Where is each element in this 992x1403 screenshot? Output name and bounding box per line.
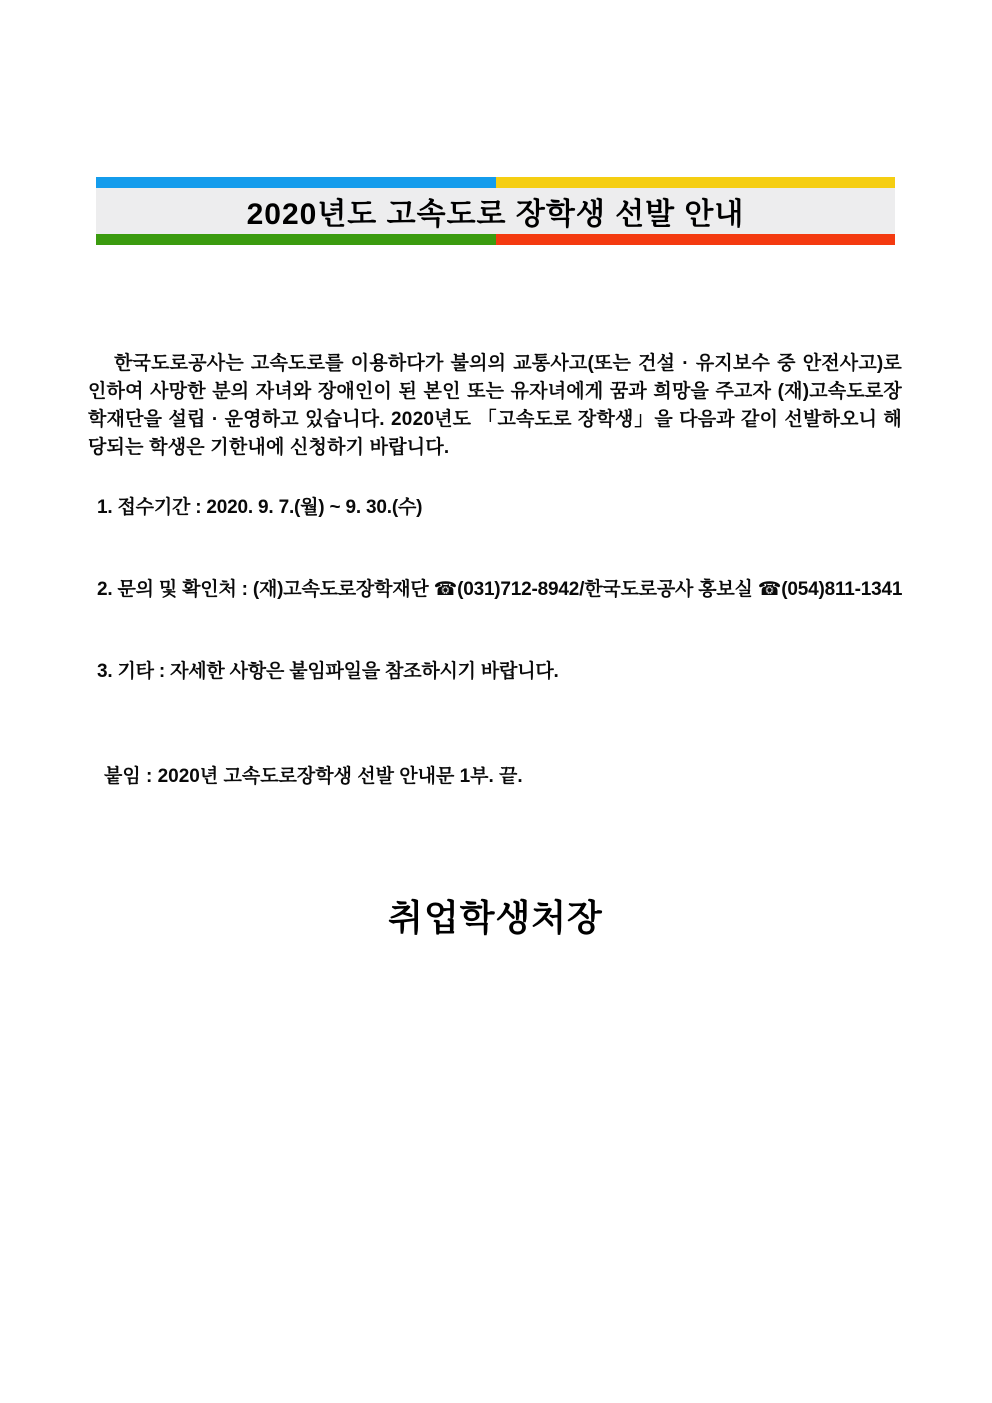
attachment-note: 붙임 : 2020년 고속도로장학생 선발 안내문 1부. 끝. (104, 766, 523, 787)
list-item-etc: 3. 기타 : 자세한 사항은 붙임파일을 참조하시기 바랍니다. (97, 661, 559, 682)
list-item-contact-info: 2. 문의 및 확인처 : (재)고속도로장학재단 ☎(031)712-8942/한국도로공사 홍보실 ☎(054)811-1341 (97, 579, 903, 600)
list-item-reception-period: 1. 접수기간 : 2020. 9. 7.(월) ~ 9. 30.(수) (97, 497, 423, 518)
banner-bottom-stripe-red (496, 234, 896, 245)
intro-paragraph: 한국도로공사는 고속도로를 이용하다가 불의의 교통사고(또는 건설 · 유지보수 중 안전사고)로 인하여 사망한 분의 자녀와 장애인이 된 본인 또는 유자녀에게 꿈과 희망을 주고자 (재)고속도로장학재단을 설립 · 운영하고 있습니다. 2020년도 「고속도로 장학생」을 다음과 같이 선발하오니 해당되는 학생은 기한내에 신청하기 바랍니다. (88, 353, 902, 458)
banner-top-stripe-yellow (496, 177, 896, 188)
banner-bottom-stripe (96, 234, 895, 245)
page-title: 2020년도 고속도로 장학생 선발 안내 (246, 198, 745, 231)
title-band (96, 188, 895, 234)
banner-top-stripe (96, 177, 895, 188)
signature-office-title: 취업학생처장 (388, 897, 603, 938)
banner-top-stripe-blue (96, 177, 496, 188)
banner-bottom-stripe-green (96, 234, 496, 245)
title-banner (96, 177, 895, 245)
